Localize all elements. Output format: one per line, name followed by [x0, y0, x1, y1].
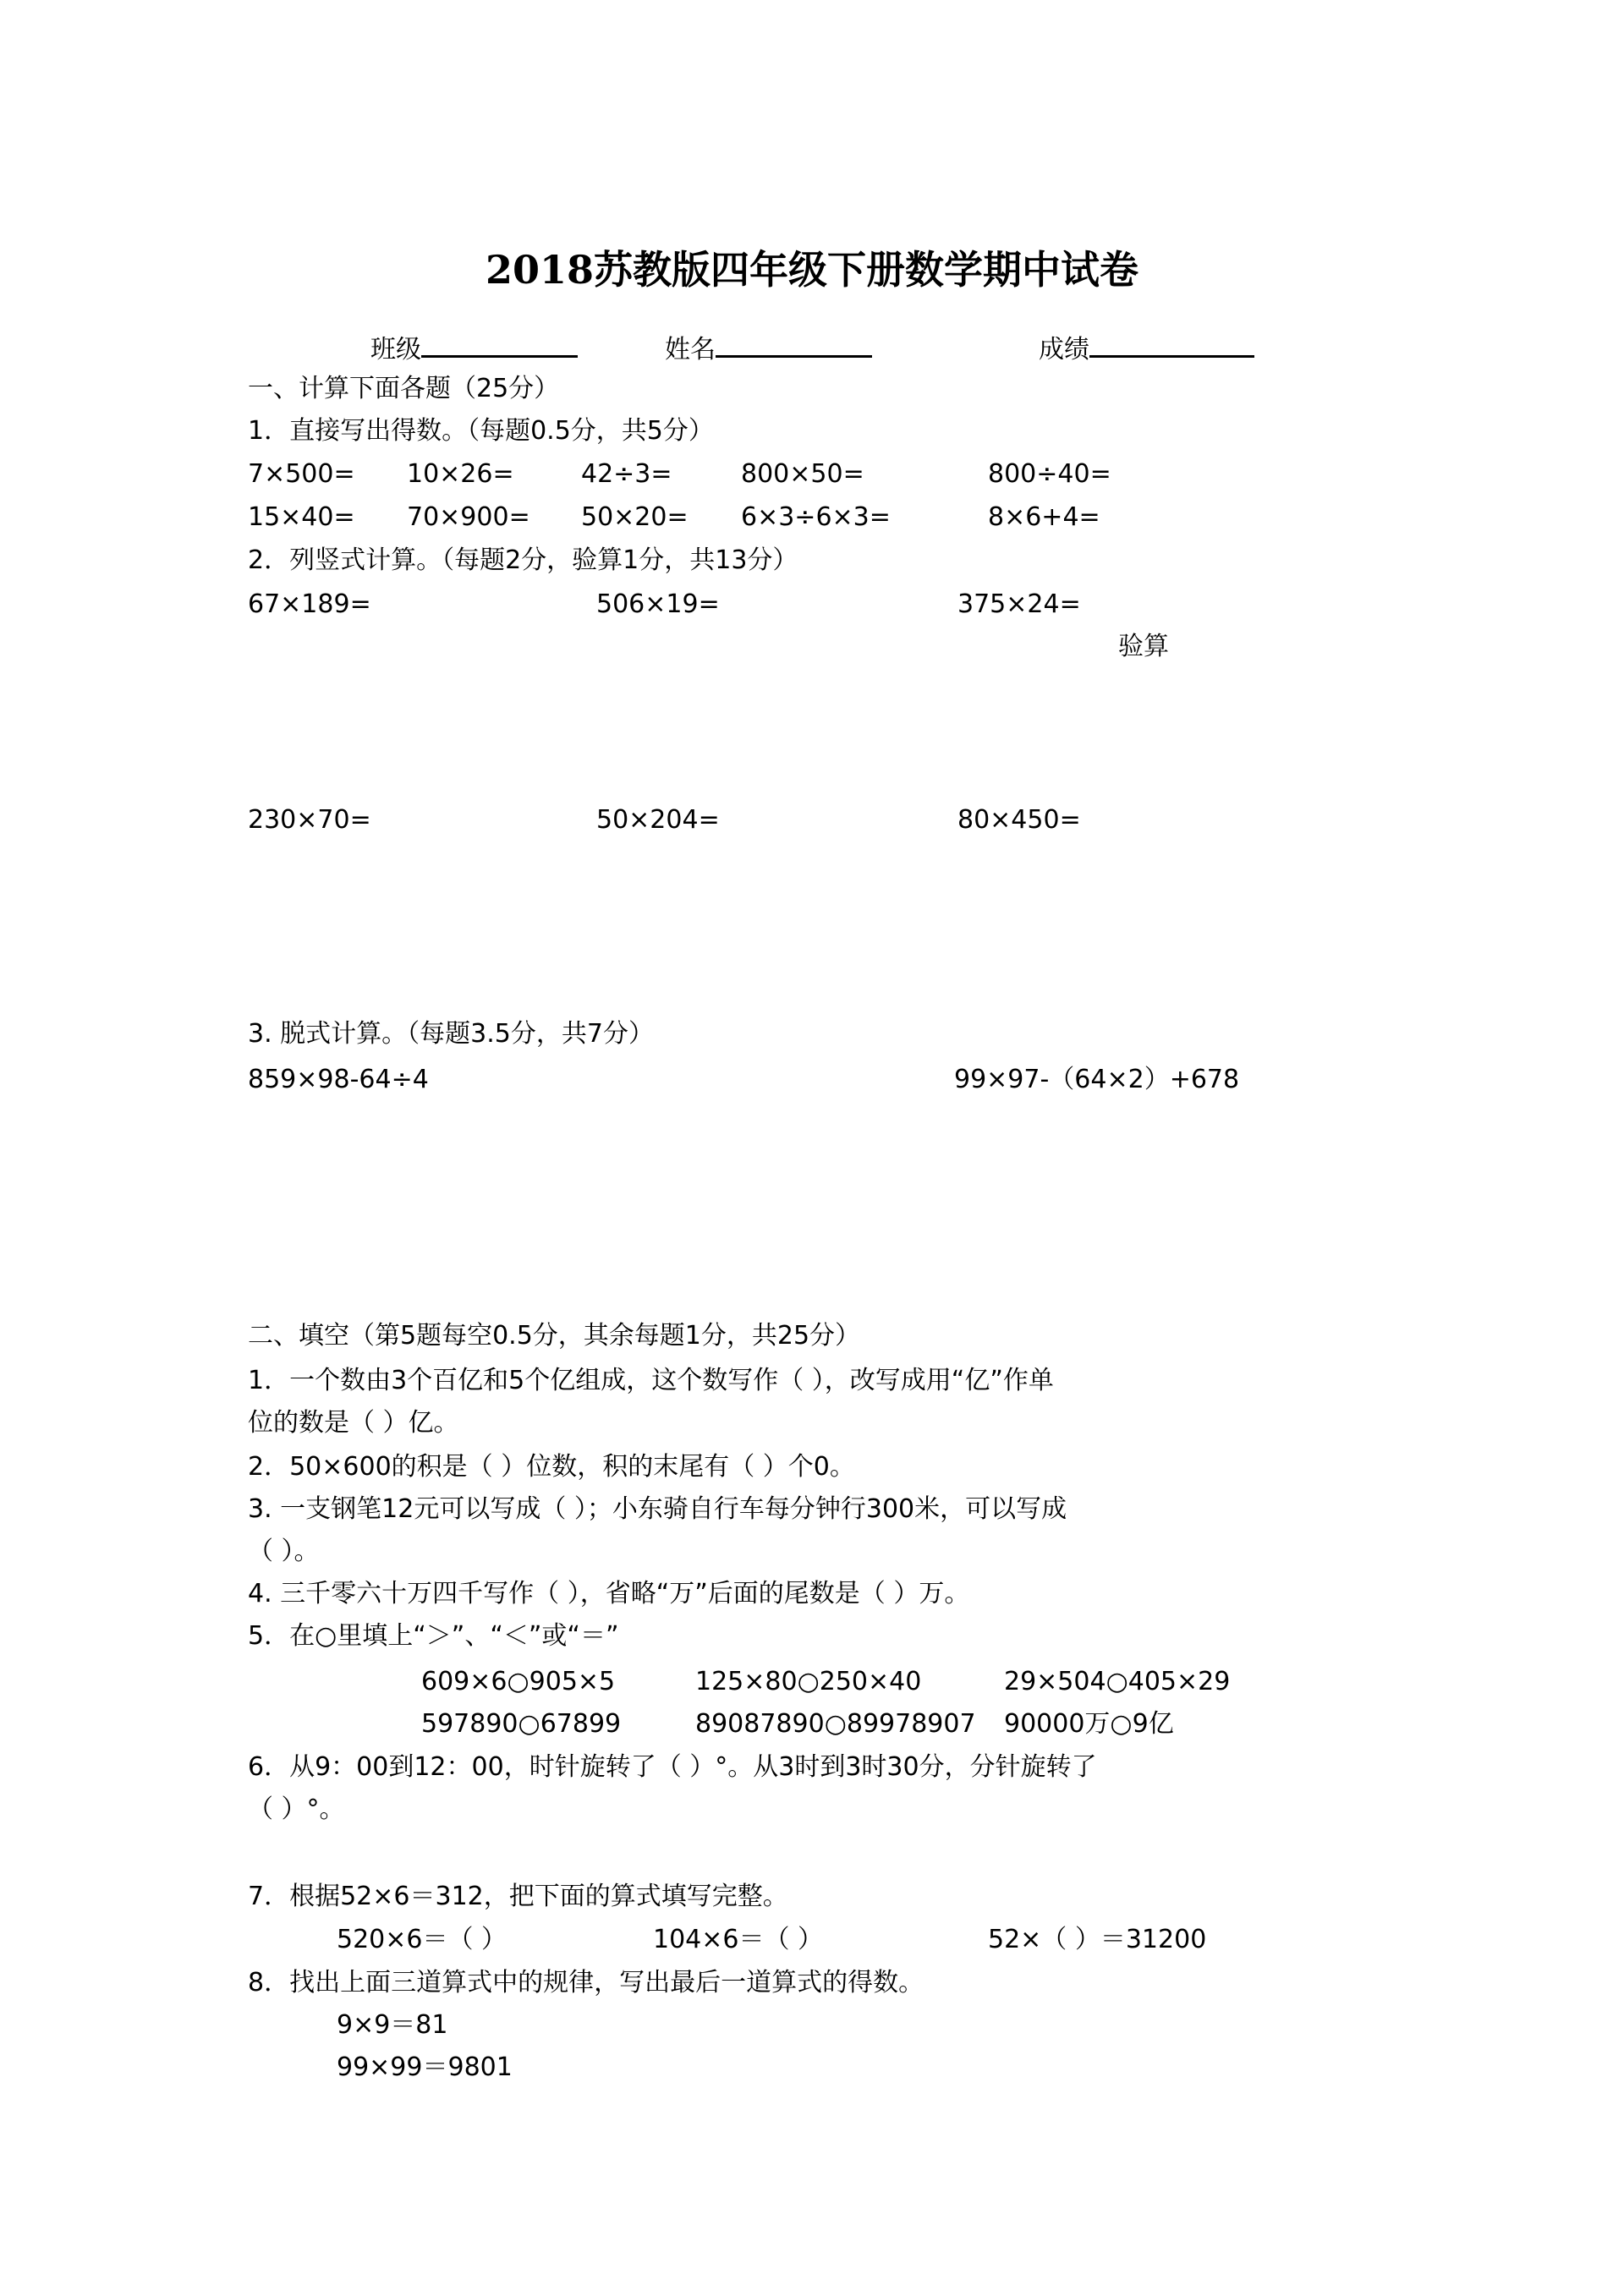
- q1-heading: 1．直接写出得数。（每题0.5分，共5分）: [248, 416, 714, 446]
- q2-heading: 2．列竖式计算。（每题2分，验算1分，共13分）: [248, 545, 798, 575]
- name-field: [665, 332, 872, 363]
- fill-q3-line2: （ ）。: [248, 1537, 320, 1566]
- page-title: 2018苏教版四年级下册数学期中试卷: [485, 247, 1139, 293]
- compare-item: 29×504○405×29: [1004, 1667, 1231, 1696]
- compare-item: 597890○67899: [421, 1709, 622, 1739]
- q2-item: 67×189=: [248, 589, 371, 619]
- q1-item: 70×900=: [407, 502, 530, 532]
- class-label: 班级: [370, 335, 421, 364]
- compare-item: 90000万○9亿: [1004, 1709, 1174, 1739]
- fill-q7-item: 52×（ ）＝31200: [988, 1925, 1207, 1954]
- fill-q8-item: 99×99＝9801: [337, 2052, 513, 2082]
- q1-item: 42÷3=: [581, 459, 672, 489]
- name-label: 姓名: [665, 335, 716, 364]
- q1-item: 50×20=: [581, 502, 689, 532]
- q2-item: 230×70=: [248, 805, 371, 835]
- q3-item: 99×97-（64×2）+678: [954, 1065, 1240, 1094]
- compare-item: 609×6○905×5: [421, 1667, 616, 1696]
- fill-q1-line1: 1．一个数由3个百亿和5个亿组成，这个数写作（ ），改写成用“亿”作单: [248, 1366, 1054, 1395]
- q2-item: 80×450=: [957, 805, 1081, 835]
- check-label: 验算: [1118, 632, 1169, 661]
- q1-item: 6×3÷6×3=: [741, 502, 891, 532]
- q1-item: 800×50=: [741, 459, 864, 489]
- fill-q6-line1: 6．从9：00到12：00，时针旋转了（ ）°。从3时到3时30分，分针旋转了: [248, 1752, 1097, 1782]
- q1-item: 800÷40=: [988, 459, 1111, 489]
- q2-item: 375×24=: [957, 589, 1081, 619]
- q1-item: 8×6+4=: [988, 502, 1100, 532]
- q2-item: 506×19=: [596, 589, 720, 619]
- q1-item: 10×26=: [407, 459, 514, 489]
- class-field: [370, 332, 578, 363]
- class-blank[interactable]: [421, 332, 578, 358]
- fill-q2: 2．50×600的积是（ ）位数，积的末尾有（ ）个0。: [248, 1452, 855, 1482]
- score-label: 成绩: [1039, 335, 1089, 364]
- q1-item: 15×40=: [248, 502, 355, 532]
- fill-q5-heading: 5．在○里填上“＞”、“＜”或“＝”: [248, 1621, 619, 1651]
- compare-item: 125×80○250×40: [695, 1667, 922, 1696]
- fill-q7-item: 104×6＝（ ）: [653, 1925, 824, 1954]
- fill-q7-item: 520×6＝（ ）: [337, 1925, 508, 1954]
- fill-q4: 4. 三千零六十万四千写作（ ），省略“万”后面的尾数是（ ）万。: [248, 1579, 970, 1608]
- q1-item: 7×500=: [248, 459, 355, 489]
- fill-q3-line1: 3. 一支钢笔12元可以写成（ ）；小东骑自行车每分钟行300米，可以写成: [248, 1494, 1067, 1524]
- section1-heading: 一、计算下面各题（25分）: [248, 374, 560, 403]
- fill-q7-heading: 7．根据52×6＝312，把下面的算式填写完整。: [248, 1882, 788, 1911]
- q2-item: 50×204=: [596, 805, 720, 835]
- score-blank[interactable]: [1089, 332, 1254, 358]
- fill-q8-item: 9×9＝81: [337, 2010, 448, 2040]
- score-field: [1039, 332, 1254, 363]
- fill-q1-line2: 位的数是（ ）亿。: [248, 1408, 459, 1438]
- fill-q6-line2: （ ）°。: [248, 1795, 345, 1824]
- q3-heading: 3. 脱式计算。（每题3.5分，共7分）: [248, 1019, 654, 1049]
- name-blank[interactable]: [716, 332, 872, 358]
- section2-heading: 二、填空（第5题每空0.5分，其余每题1分，共25分）: [248, 1321, 861, 1351]
- q3-item: 859×98-64÷4: [248, 1065, 429, 1094]
- compare-item: 89087890○89978907: [695, 1709, 976, 1739]
- fill-q8-heading: 8．找出上面三道算式中的规律，写出最后一道算式的得数。: [248, 1968, 924, 1997]
